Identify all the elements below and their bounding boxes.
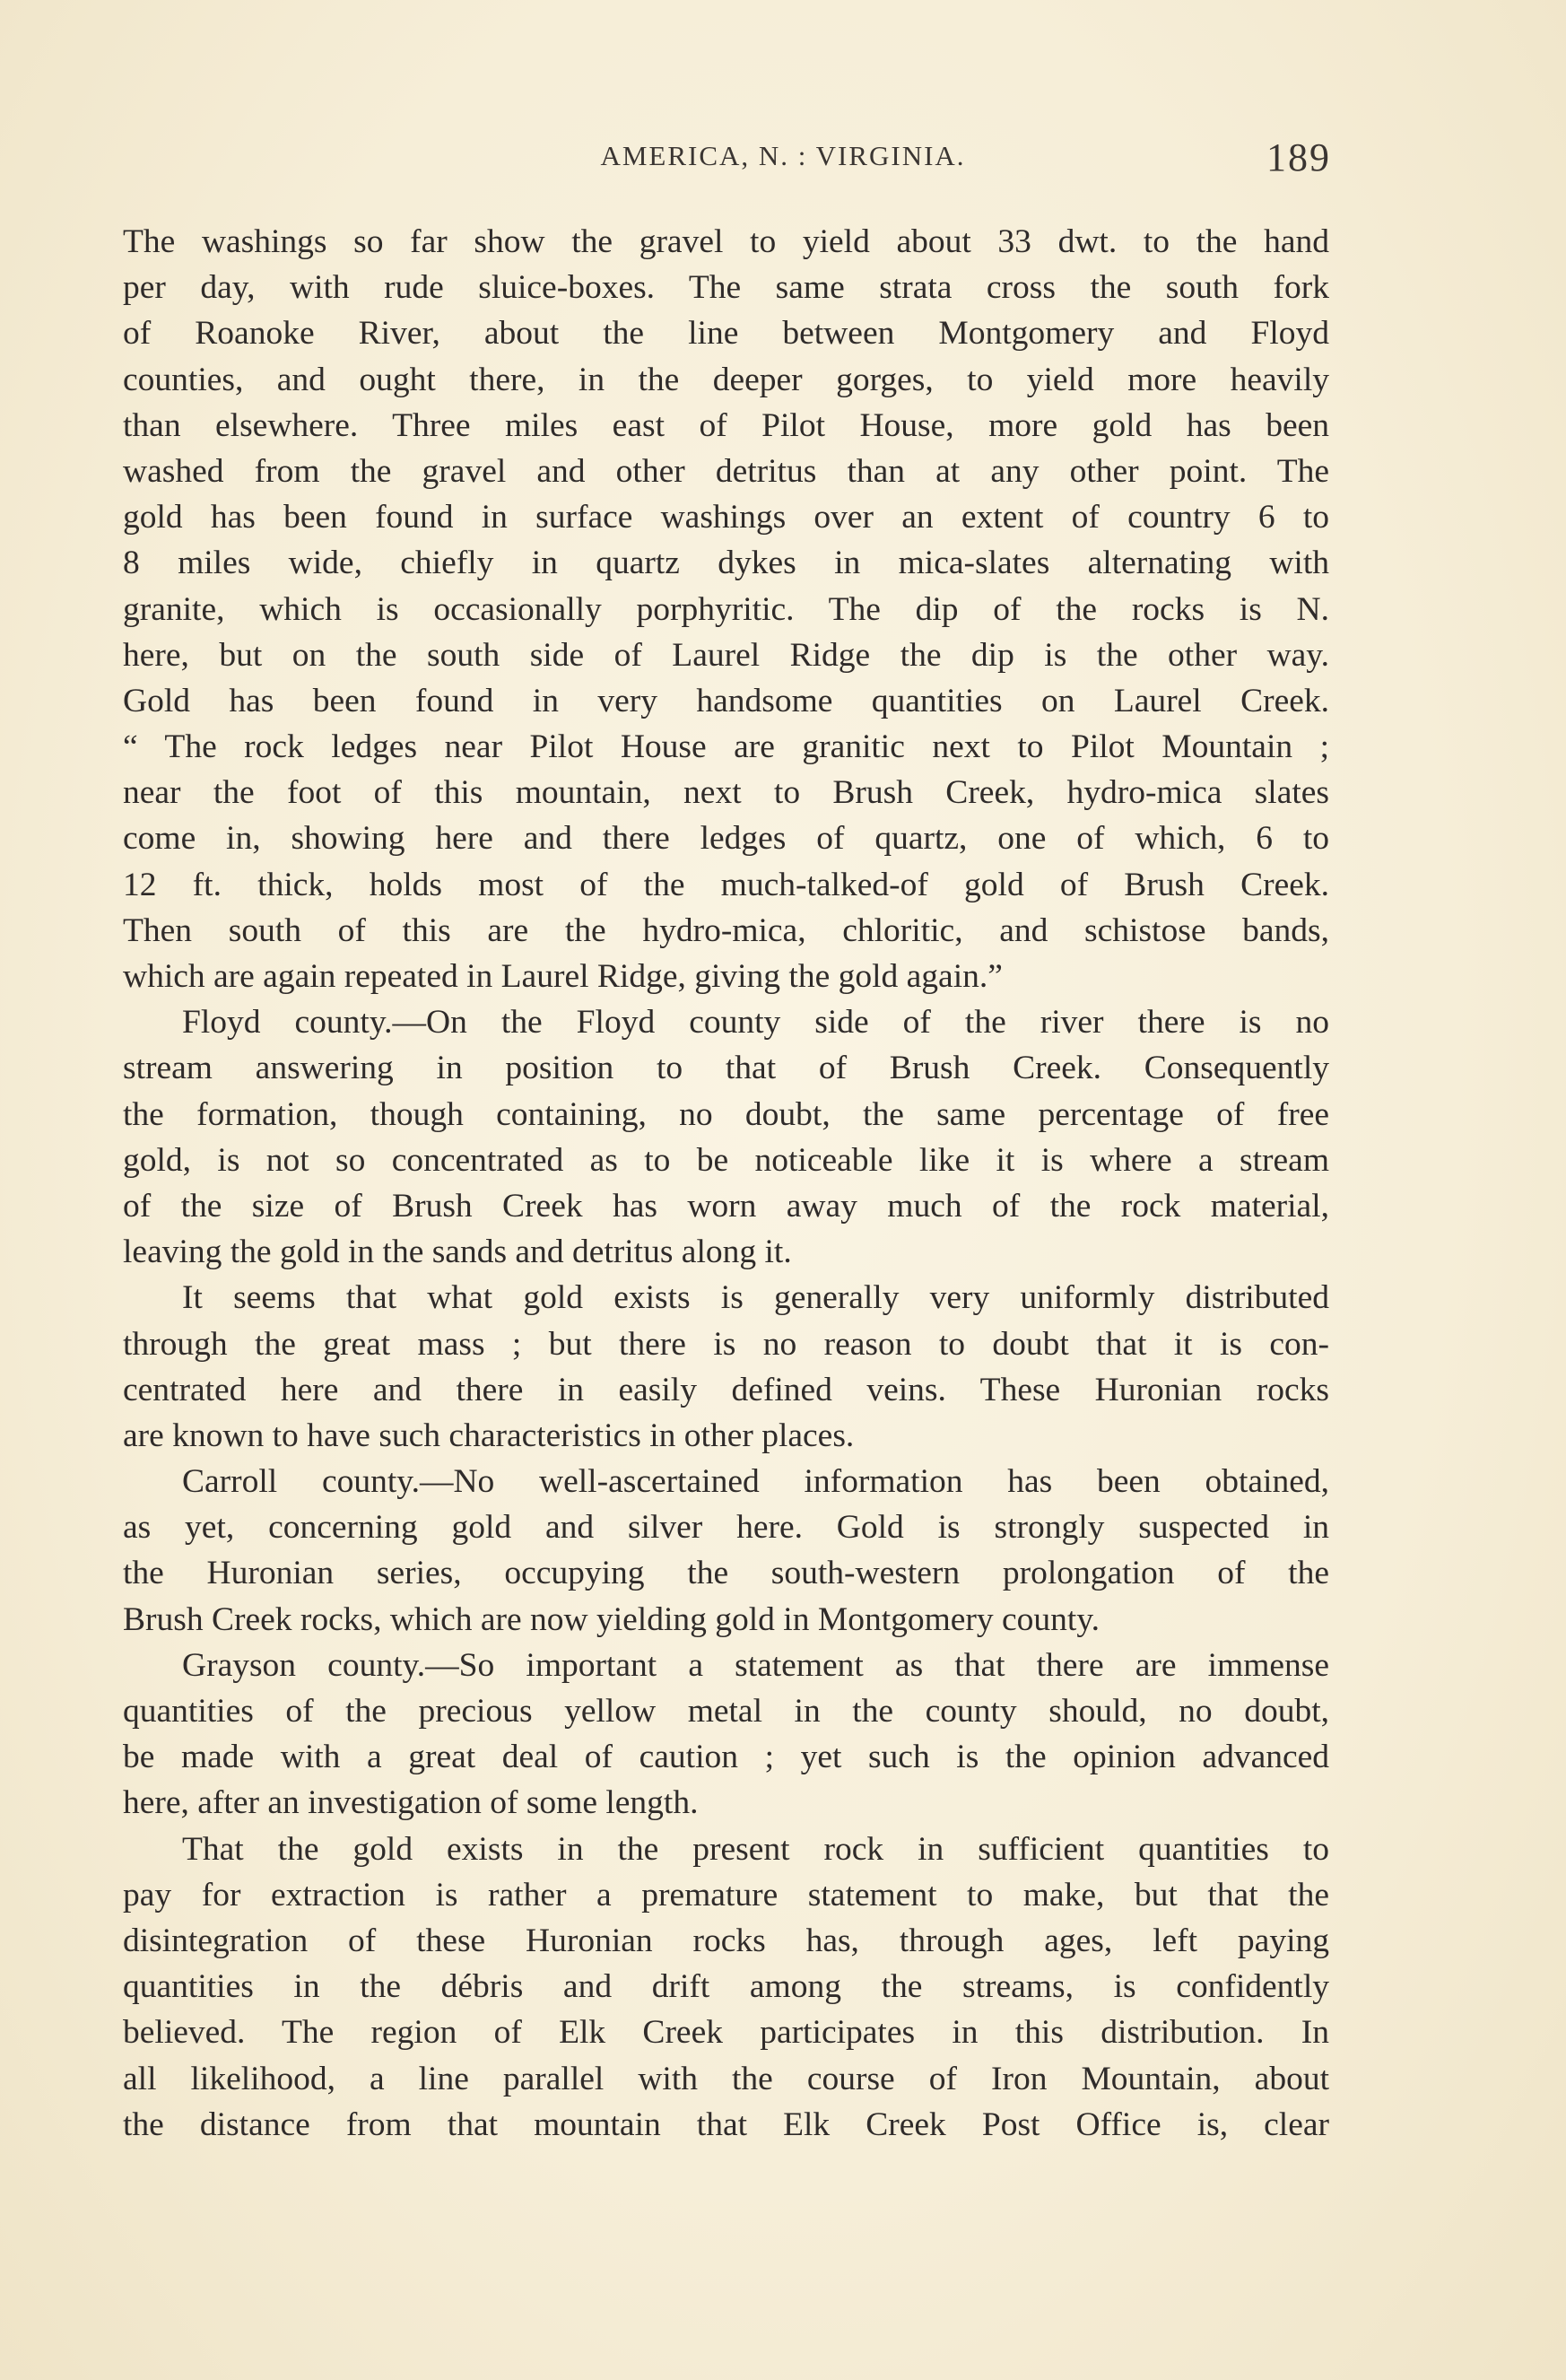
text-line: the Huronian series, occupying the south-western prolongation of the — [123, 1555, 1329, 1592]
text-line: near the foot of this mountain, next to Brush Creek, hydro-mica slates — [123, 774, 1329, 812]
text-line: of Roanoke River, about the line between Montgomery and Floyd — [123, 315, 1329, 353]
text-line: quantities of the precious yellow metal in the county should, no doubt, — [123, 1693, 1329, 1730]
text-line: centrated here and there in easily defined veins. These Huronian rocks — [123, 1371, 1329, 1408]
text-line: washed from the gravel and other detritus than at any other point. The — [123, 452, 1329, 490]
text-line: The washings so far show the gravel to yield about 33 dwt. to the hand — [123, 223, 1329, 260]
text-line: gold, is not so concentrated as to be noticeable like it is where a stream — [123, 1141, 1329, 1179]
text-line: of the size of Brush Creek has worn away much of the rock material, — [123, 1187, 1329, 1225]
text-line: leaving the gold in the sands and detritus along it. — [123, 1234, 792, 1271]
text-line: Brush Creek rocks, which are now yielding gold in Montgomery county. — [123, 1600, 1101, 1638]
body-text — [123, 219, 1329, 2148]
text-line: Grayson county.—So important a statement as that there are immense — [182, 1646, 1329, 1684]
text-line: the formation, though containing, no doubt, the same percentage of free — [123, 1095, 1329, 1133]
text-line: all likelihood, a line parallel with the course of Iron Mountain, about — [123, 2060, 1329, 2097]
text-line: be made with a great deal of caution ; yet such is the opinion advanced — [123, 1739, 1329, 1776]
text-line: as yet, concerning gold and silver here. Gold is strongly suspected in — [123, 1509, 1329, 1547]
text-line: which are again repeated in Laurel Ridge, giving the gold again.” — [123, 958, 1003, 995]
text-line: pay for extraction is rather a premature statement to make, but that the — [123, 1876, 1329, 1914]
text-line: per day, with rude sluice-boxes. The same strata cross the south fork — [123, 269, 1329, 307]
text-line: here, but on the south side of Laurel Ridge the dip is the other way. — [123, 636, 1329, 674]
text-line: “ The rock ledges near Pilot House are granitic next to Pilot Mountain ; — [123, 728, 1329, 766]
text-line: the distance from that mountain that Elk Creek Post Office is, clear — [123, 2105, 1329, 2143]
text-line: come in, showing here and there ledges of quartz, one of which, 6 to — [123, 820, 1329, 858]
text-line: Floyd county.—On the Floyd county side of the river there is no — [182, 1004, 1329, 1042]
text-line: It seems that what gold exists is generally very uniformly distributed — [182, 1279, 1329, 1317]
text-line: stream answering in position to that of Brush Creek. Consequently — [123, 1050, 1329, 1087]
text-line: 12 ft. thick, holds most of the much-talked-of gold of Brush Creek. — [123, 866, 1329, 903]
text-line: Then south of this are the hydro-mica, chloritic, and schistose bands, — [123, 911, 1329, 949]
text-line: That the gold exists in the present rock in sufficient quantities to — [182, 1830, 1329, 1868]
text-line: quantities in the débris and drift among the streams, is confidently — [123, 1968, 1329, 2006]
text-line: here, after an investigation of some length. — [123, 1784, 699, 1822]
running-head — [0, 135, 1566, 188]
text-line: through the great mass ; but there is no reason to doubt that it is con- — [123, 1325, 1329, 1363]
running-title: AMERICA, N. : VIRGINIA. — [600, 140, 966, 171]
page-number: 189 — [1266, 135, 1331, 179]
text-line: granite, which is occasionally porphyritic. The dip of the rocks is N. — [123, 590, 1329, 628]
text-line: than elsewhere. Three miles east of Pilot House, more gold has been — [123, 406, 1329, 444]
text-line: are known to have such characteristics in other places. — [123, 1417, 855, 1454]
text-line: believed. The region of Elk Creek participates in this distribution. In — [123, 2014, 1329, 2052]
text-line: 8 miles wide, chiefly in quartz dykes in mica-slates alternating with — [123, 545, 1329, 582]
text-line: Carroll county.—No well-ascertained information has been obtained, — [182, 1463, 1329, 1501]
text-line: gold has been found in surface washings over an extent of country 6 to — [123, 499, 1329, 536]
text-line: Gold has been found in very handsome quantities on Laurel Creek. — [123, 682, 1329, 719]
text-line: counties, and ought there, in the deeper gorges, to yield more heavily — [123, 361, 1329, 398]
text-line: disintegration of these Huronian rocks has, through ages, left paying — [123, 1922, 1329, 1959]
